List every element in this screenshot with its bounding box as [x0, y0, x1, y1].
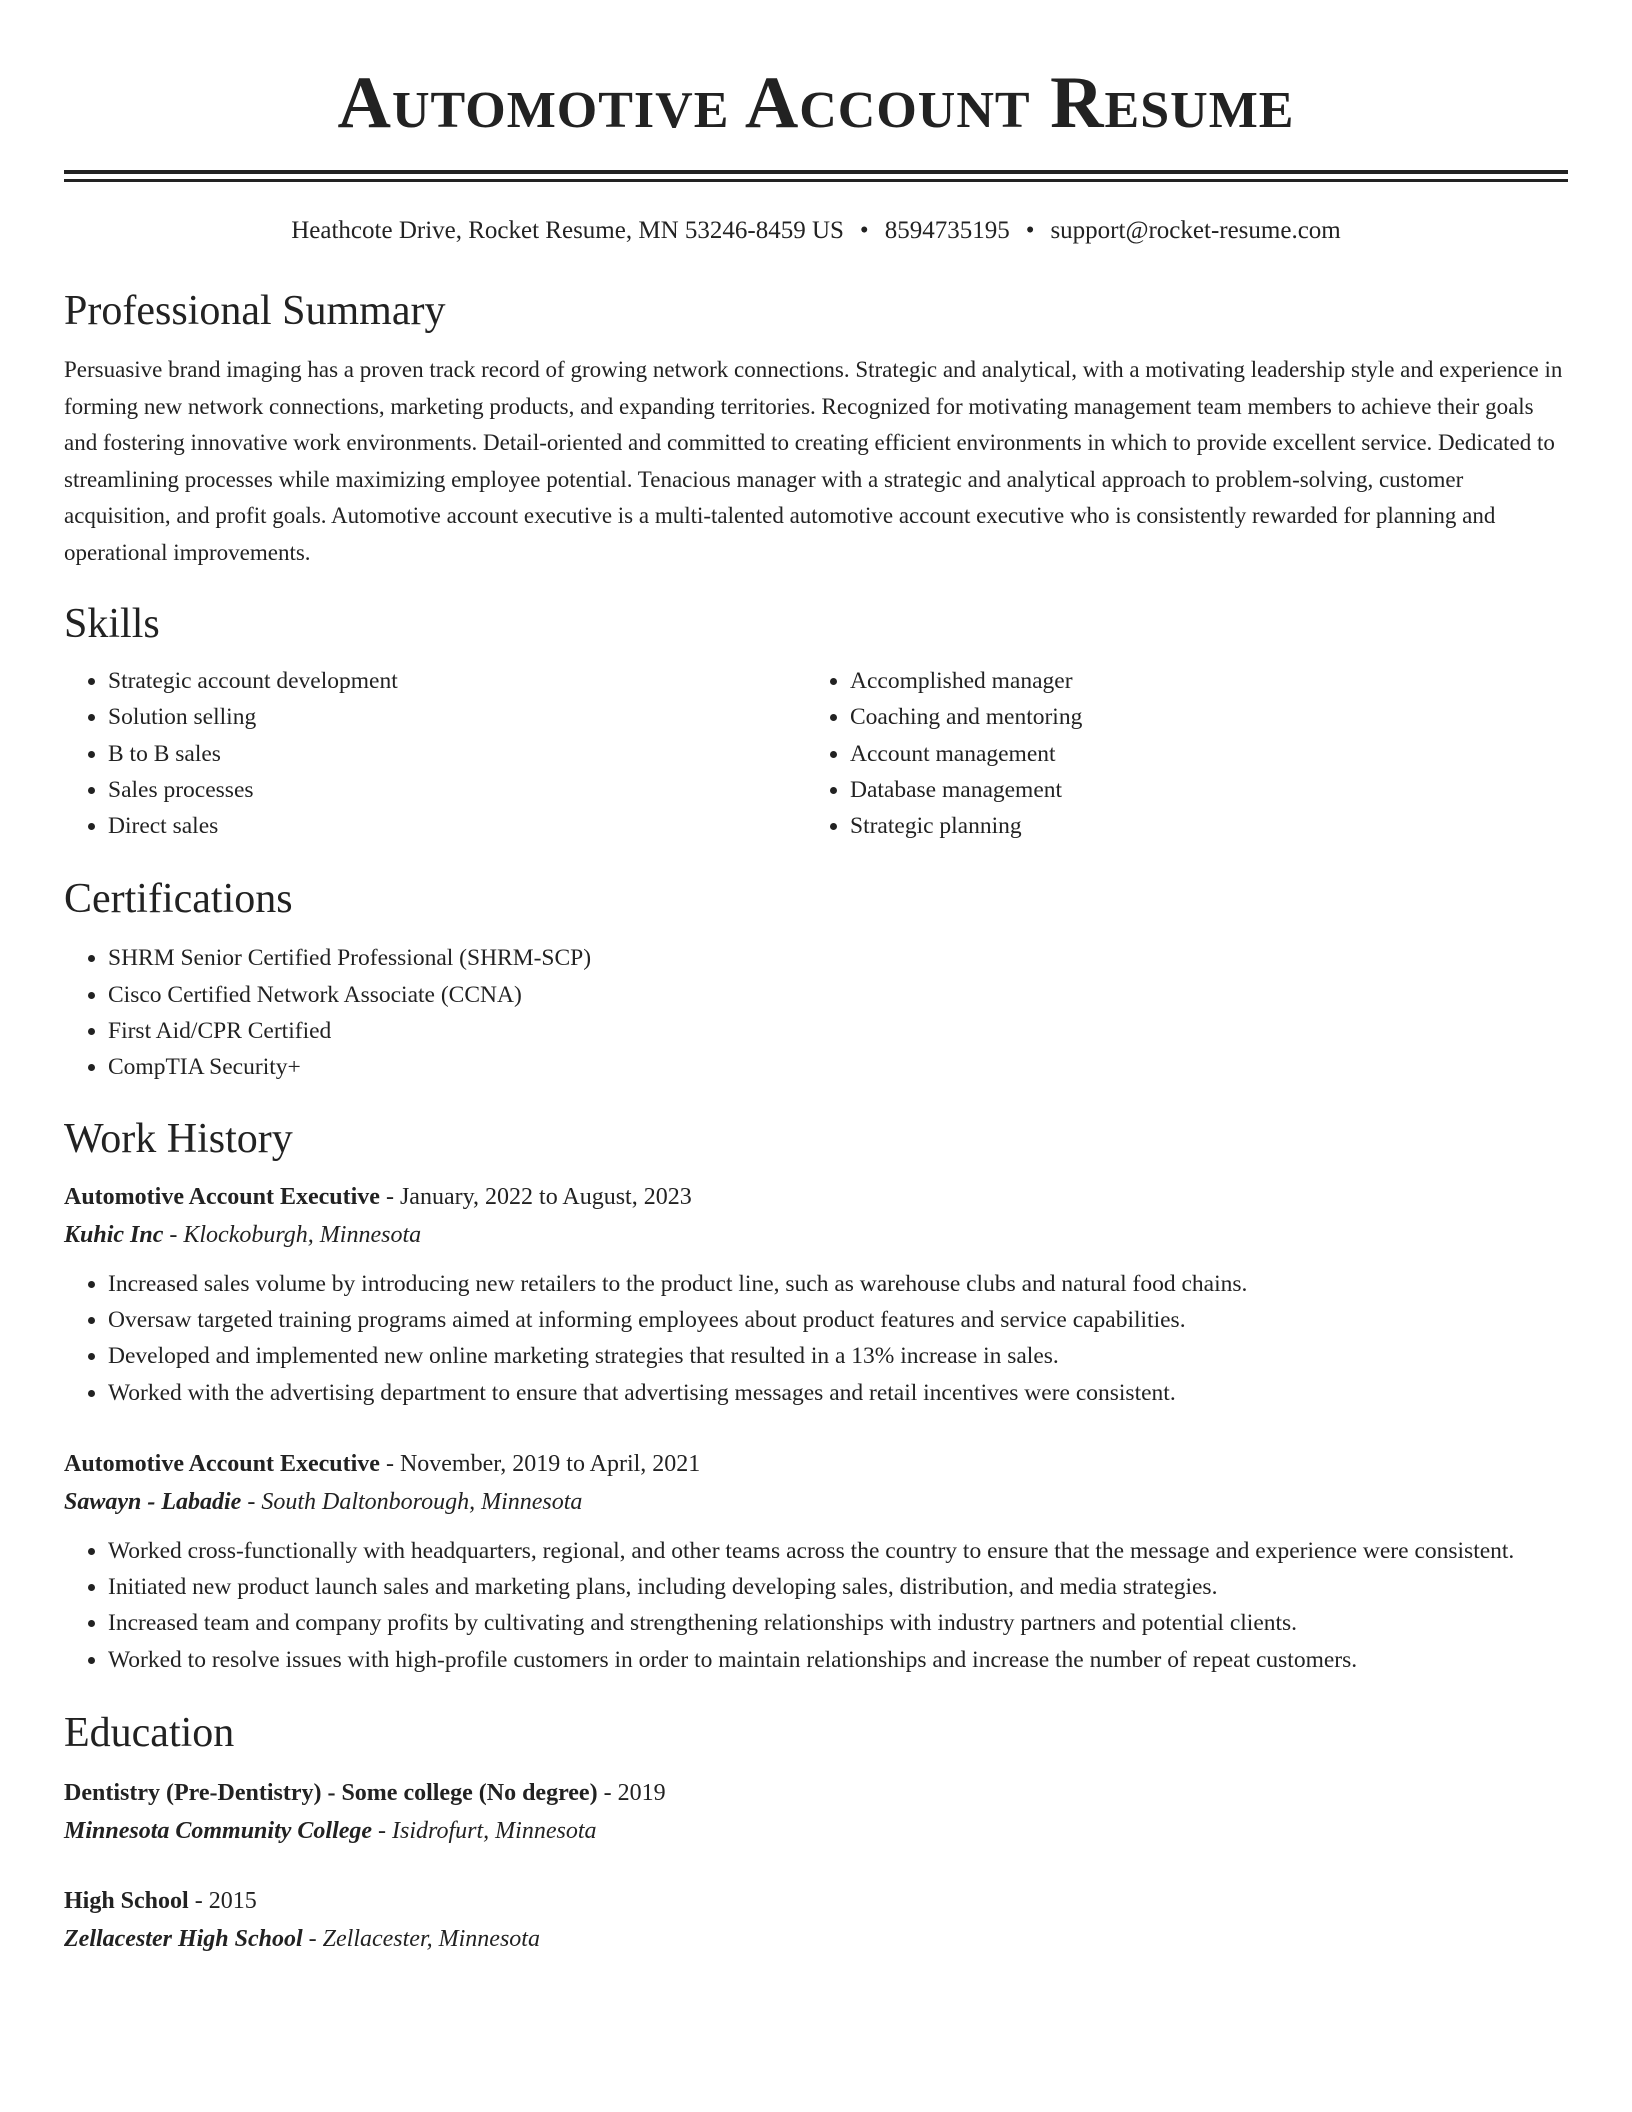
- education-entry: [64, 1882, 1568, 1958]
- job-company: Kuhic Inc: [64, 1221, 164, 1248]
- certifications-heading: Certifications: [64, 876, 293, 923]
- skills-heading: Skills: [64, 601, 160, 647]
- job-dates: - January, 2022 to August, 2023: [379, 1183, 692, 1210]
- education-location: - Zellacester, Minnesota: [302, 1926, 540, 1953]
- title-divider-thick: [64, 170, 1568, 174]
- education-year: - 2019: [597, 1780, 666, 1807]
- resume-title: Automotive Account Resume: [337, 62, 1295, 144]
- certification-item: • Cisco Certified Network Associate (CCNA): [108, 977, 1568, 1013]
- contact-email: support@rocket-resume.com: [1050, 217, 1341, 244]
- education-degree: Dentistry (Pre-Dentistry) - Some college (No degree): [64, 1780, 598, 1807]
- skills-right-column: [806, 663, 1548, 844]
- job-bullet: • Initiated new product launch sales and marketing plans, including developing sales, distribution, and media strategies.: [108, 1569, 1568, 1605]
- job-location: - Klockoburgh, Minnesota: [163, 1221, 422, 1248]
- education-year: - 2015: [188, 1888, 257, 1915]
- education-heading: Education: [64, 1710, 235, 1757]
- skill-item: • Accomplished manager: [850, 663, 1548, 699]
- certification-item: • First Aid/CPR Certified: [108, 1013, 1568, 1049]
- contact-line: [64, 216, 1568, 246]
- skill-item: • Sales processes: [108, 772, 806, 808]
- skill-item: • Account management: [850, 736, 1548, 772]
- job-bullet: • Increased sales volume by introducing new retailers to the product line, such as warehouse clubs and natural food chains.: [108, 1266, 1568, 1302]
- summary-text: Persuasive brand imaging has a proven track record of growing network connections. Strategic and analytical, with a motivating leadership style and experience in forming new network connections, marketing products, and expanding territories. Recognized for motivating management team members to achieve their goals and fostering innovative work environments. Detail-oriented and committed to creating efficient environments in which to provide excellent service. Dedicated to streamlining processes while maximizing employee potential. Tenacious manager with a strategic and analytical approach to problem-solving, customer acquisition, and profit goals. Automotive account executive is a multi-talented automotive account executive who is consistently rewarded for planning and operational improvements.: [64, 357, 1563, 565]
- skills-left-list: [64, 663, 806, 844]
- certifications-list: [64, 940, 1568, 1085]
- education-entry: [64, 1774, 1568, 1850]
- job-company: Sawayn - Labadie: [64, 1488, 242, 1515]
- job-role: Automotive Account Executive: [64, 1450, 380, 1477]
- title-divider-thin: [64, 179, 1568, 182]
- contact-separator: •: [859, 217, 869, 244]
- job-bullet: • Oversaw targeted training programs aimed at informing employees about product features and service capabilities.: [108, 1302, 1568, 1338]
- education-school: Zellacester High School: [64, 1926, 303, 1953]
- education-degree: High School: [64, 1888, 189, 1915]
- skill-item: • Coaching and mentoring: [850, 699, 1548, 735]
- job-entry: [64, 1178, 1568, 1411]
- education-location: - Isidrofurt, Minnesota: [372, 1818, 597, 1845]
- contact-separator: •: [1025, 217, 1035, 244]
- education-school-line: [64, 1812, 1568, 1850]
- job-entry: [64, 1445, 1568, 1678]
- job-company-line: [64, 1216, 1568, 1254]
- skill-item: • Database management: [850, 772, 1548, 808]
- skill-item: • Solution selling: [108, 699, 806, 735]
- job-title-line: [64, 1445, 1568, 1483]
- education-degree-line: [64, 1774, 1568, 1812]
- education-school: Minnesota Community College: [64, 1818, 373, 1845]
- education-degree-line: [64, 1882, 1568, 1920]
- certification-item: • CompTIA Security+: [108, 1049, 1568, 1085]
- certification-item: • SHRM Senior Certified Professional (SHRM-SCP): [108, 940, 1568, 976]
- skill-item: • Strategic account development: [108, 663, 806, 699]
- job-bullet: • Worked to resolve issues with high-profile customers in order to maintain relationships and increase the number of repeat customers.: [108, 1642, 1568, 1678]
- skill-item: • Direct sales: [108, 808, 806, 844]
- job-bullet: • Worked with the advertising department to ensure that advertising messages and retail incentives were consistent.: [108, 1375, 1568, 1411]
- summary-heading: Professional Summary: [64, 288, 446, 334]
- skills-right-list: [806, 663, 1548, 844]
- job-bullet: • Developed and implemented new online marketing strategies that resulted in a 13% increase in sales.: [108, 1338, 1568, 1374]
- skill-item: • Strategic planning: [850, 808, 1548, 844]
- job-bullet: • Increased team and company profits by cultivating and strengthening relationships with industry partners and potential clients.: [108, 1605, 1568, 1641]
- education-school-line: [64, 1920, 1568, 1958]
- job-bullets: [64, 1533, 1568, 1678]
- job-bullets: [64, 1266, 1568, 1411]
- skills-left-column: [64, 663, 806, 844]
- contact-address: Heathcote Drive, Rocket Resume, MN 53246-8459 US: [291, 217, 844, 244]
- job-location: - South Daltonborough, Minnesota: [241, 1488, 583, 1515]
- work-history-heading: Work History: [64, 1115, 293, 1162]
- job-bullet: • Worked cross-functionally with headquarters, regional, and other teams across the country to ensure that the message and experience were consistent.: [108, 1533, 1568, 1569]
- job-role: Automotive Account Executive: [64, 1183, 380, 1210]
- contact-phone: 8594735195: [884, 217, 1010, 244]
- skill-item: • B to B sales: [108, 736, 806, 772]
- skills-columns: [64, 663, 1568, 844]
- job-company-line: [64, 1483, 1568, 1521]
- job-dates: - November, 2019 to April, 2021: [379, 1450, 701, 1477]
- job-title-line: [64, 1178, 1568, 1216]
